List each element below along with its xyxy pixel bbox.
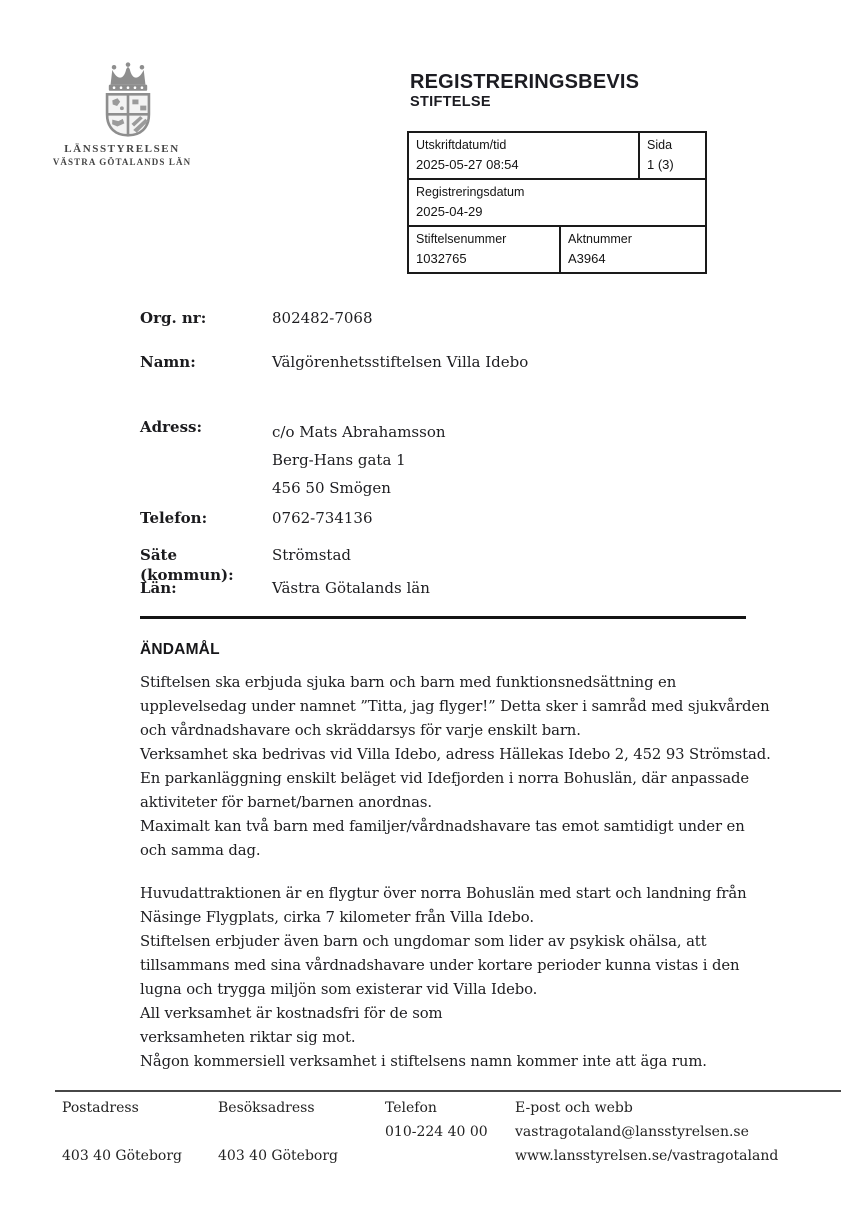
- info-table-row-print: [409, 133, 705, 178]
- name-row: [140, 352, 780, 372]
- footer-phone-label: Telefon: [385, 1100, 437, 1116]
- page-value: 1 (3): [647, 157, 674, 172]
- info-table-row-registration: [409, 178, 705, 225]
- registration-date-cell: [409, 180, 705, 225]
- footer-email: vastragotaland@lansstyrelsen.se: [515, 1124, 749, 1140]
- purpose-paragraph-1: Stiftelsen ska erbjuda sjuka barn och barn med funktionsnedsättning en upplevelsedag under namnet ”Titta, jag flyger!” Detta sker i samråd med sjukvården och vårdnadshavare och skräddarsys för varje enskilt barn. Verksamhet ska bedrivas vid Villa Idebo, adress Hällekas Idebo 2, 452 93 Strömstad. En parkanläggning enskilt beläget vid Idefjorden i norra Bohuslän, där anpassade aktiviteter för barnet/barnen anordnas. Maximalt kan två barn med familjer/vårdnadshavare tas emot samtidigt under en och samma dag.: [140, 674, 771, 859]
- registration-date-value: 2025-04-29: [416, 204, 483, 219]
- foundation-number-label: Stiftelsenummer: [416, 232, 507, 246]
- org-number-value: 802482-7068: [272, 309, 373, 327]
- phone-label: Telefon:: [140, 509, 208, 527]
- name-label: Namn:: [140, 353, 196, 371]
- org-number-label: Org. nr:: [140, 309, 207, 327]
- footer-postal-column: [62, 1096, 182, 1168]
- footer-divider-rule: [55, 1090, 841, 1092]
- registration-date-label: Registreringsdatum: [416, 185, 525, 199]
- footer-contact-label: E-post och webb: [515, 1100, 633, 1116]
- seat-value: Strömstad: [272, 546, 351, 564]
- name-value: Välgörenhetsstiftelsen Villa Idebo: [272, 353, 529, 371]
- foundation-number-cell: [409, 227, 559, 272]
- footer-phone-column: [385, 1096, 488, 1144]
- foundation-number-value: 1032765: [416, 251, 467, 266]
- page-label: Sida: [647, 138, 673, 152]
- registration-info-table: [407, 131, 707, 274]
- county-row: [140, 578, 780, 598]
- footer-visit-spacer: [218, 1120, 338, 1144]
- act-number-cell: [559, 227, 705, 272]
- footer-visit-column: [218, 1096, 338, 1168]
- section-divider-rule: [140, 616, 746, 619]
- document-subtitle: STIFTELSE: [410, 94, 491, 110]
- address-row: [140, 418, 780, 502]
- purpose-paragraph-2: Huvudattraktionen är en flygtur över norra Bohuslän med start och landning från Näsinge Flygplats, cirka 7 kilometer från Villa Idebo. Stiftelsen erbjuder även barn och ungdomar som lider av psykisk ohälsa, att tillsammans med sina vårdnadshavare under kortare perioder kunna vistas i den lugna och trygga miljön som existerar vid Villa Idebo. All verksamhet är kostnadsfri för de som verksamheten riktar sig mot. Någon kommersiell verksamhet i stiftelsens namn kommer inte att äga rum.: [140, 885, 747, 1070]
- phone-row: [140, 508, 780, 528]
- info-table-row-numbers: [409, 225, 705, 272]
- page-cell: [638, 133, 705, 178]
- address-label: Adress:: [140, 418, 202, 436]
- footer-visit-value: 403 40 Göteborg: [218, 1148, 339, 1164]
- county-label: Län:: [140, 579, 177, 597]
- seat-label: Säte (kommun):: [140, 546, 234, 584]
- footer-postal-spacer: [62, 1120, 182, 1144]
- org-number-row: [140, 308, 780, 328]
- document-title: REGISTRERINGSBEVIS: [410, 71, 640, 93]
- footer-postal-value: 403 40 Göteborg: [62, 1148, 183, 1164]
- footer-visit-label: Besöksadress: [218, 1100, 315, 1116]
- act-number-value: A3964: [568, 251, 606, 266]
- phone-value: 0762-734136: [272, 509, 373, 527]
- agency-name-line2: VÄSTRA GÖTALANDS LÄN: [52, 157, 192, 167]
- address-value: c/o Mats Abrahamsson Berg-Hans gata 1 456 50 Smögen: [272, 423, 446, 497]
- footer-contact-column: [515, 1096, 778, 1168]
- county-value: Västra Götalands län: [272, 579, 430, 597]
- purpose-heading: ÄNDAMÅL: [140, 641, 220, 658]
- footer-website: www.lansstyrelsen.se/vastragotaland: [515, 1148, 779, 1164]
- print-date-value: 2025-05-27 08:54: [416, 157, 519, 172]
- agency-name-line1: LÄNSSTYRELSEN: [64, 143, 180, 155]
- print-date-cell: [409, 133, 638, 178]
- agency-name: [22, 142, 222, 169]
- act-number-label: Aktnummer: [568, 232, 632, 246]
- lansstyrelsen-crest-icon: [100, 62, 156, 148]
- print-date-label: Utskriftdatum/tid: [416, 138, 507, 152]
- document-title-block: [410, 71, 639, 111]
- footer-postal-label: Postadress: [62, 1100, 139, 1116]
- footer-phone-value: 010-224 40 00: [385, 1124, 488, 1140]
